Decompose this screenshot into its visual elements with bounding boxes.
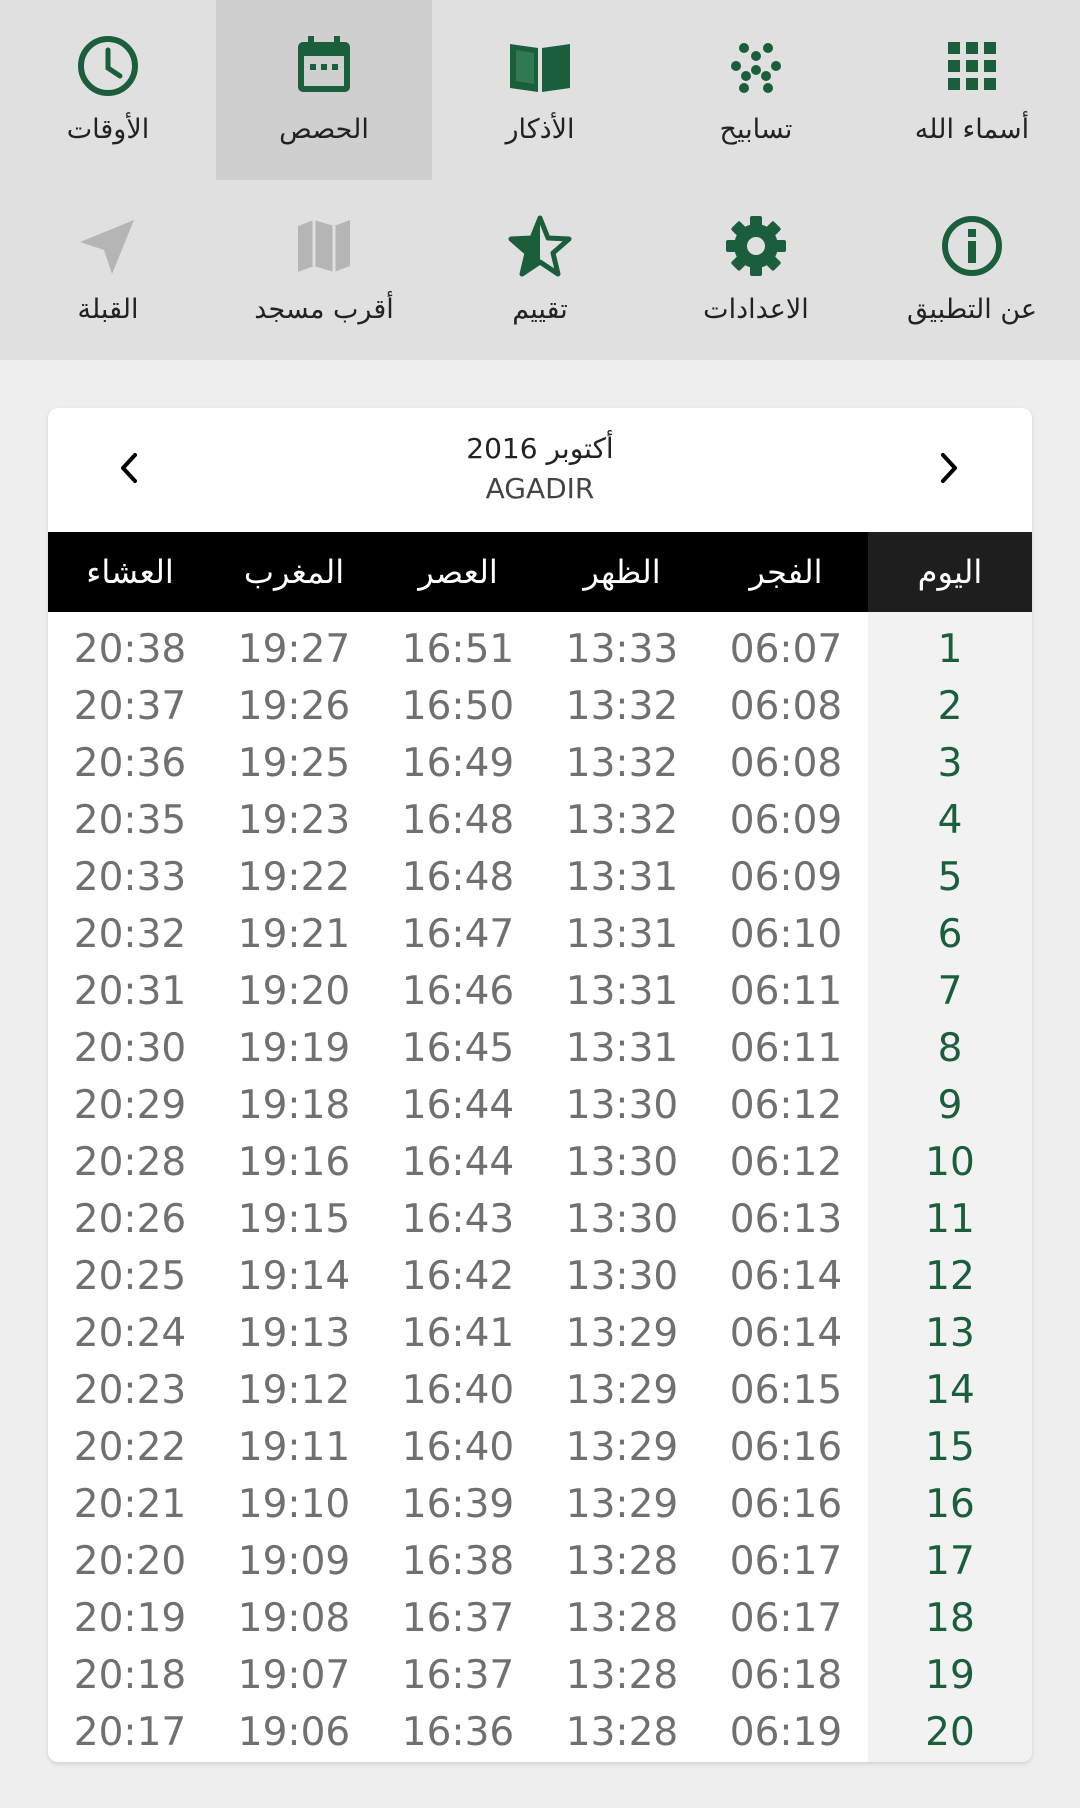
isha-time: 20:24 xyxy=(73,1311,187,1356)
isha-time: 20:19 xyxy=(73,1596,187,1641)
column-header-fajr: الفجر xyxy=(749,553,823,591)
maghrib-time: 19:18 xyxy=(237,1083,351,1128)
menu-label: عن التطبيق xyxy=(906,294,1038,325)
asr-time: 16:37 xyxy=(401,1596,515,1641)
day-cell: 4 xyxy=(937,798,963,843)
menu-item-tasbih[interactable] xyxy=(648,0,864,180)
maghrib-time: 19:13 xyxy=(237,1311,351,1356)
dhuhr-time: 13:28 xyxy=(565,1710,679,1755)
table-row xyxy=(48,849,1032,906)
menu-label: تقييم xyxy=(512,294,568,325)
dhuhr-time: 13:29 xyxy=(565,1368,679,1413)
asr-time: 16:45 xyxy=(401,1026,515,1071)
day-cell: 10 xyxy=(925,1140,975,1185)
dhuhr-time: 13:28 xyxy=(565,1539,679,1584)
isha-time: 20:23 xyxy=(73,1368,187,1413)
isha-time: 20:30 xyxy=(73,1026,187,1071)
dhuhr-time: 13:31 xyxy=(565,855,679,900)
gear-icon xyxy=(716,206,796,286)
maghrib-time: 19:07 xyxy=(237,1653,351,1698)
maghrib-time: 19:20 xyxy=(237,969,351,1014)
day-cell: 5 xyxy=(937,855,963,900)
fajr-time: 06:15 xyxy=(729,1368,843,1413)
menu-label: الأوقات xyxy=(66,114,150,145)
asr-time: 16:40 xyxy=(401,1425,515,1470)
fajr-time: 06:16 xyxy=(729,1482,843,1527)
city-name: AGADIR xyxy=(485,472,595,505)
isha-time: 20:22 xyxy=(73,1425,187,1470)
day-cell: 16 xyxy=(925,1482,975,1527)
menu-item-nearest-mosque[interactable] xyxy=(216,180,432,360)
day-cell: 19 xyxy=(925,1653,975,1698)
isha-time: 20:31 xyxy=(73,969,187,1014)
day-cell: 11 xyxy=(925,1197,975,1242)
day-cell: 15 xyxy=(925,1425,975,1470)
fajr-time: 06:17 xyxy=(729,1596,843,1641)
maghrib-time: 19:06 xyxy=(237,1710,351,1755)
menu-item-names-of-allah[interactable] xyxy=(864,0,1080,180)
menu-label: أسماء الله xyxy=(914,114,1030,145)
maghrib-time: 19:08 xyxy=(237,1596,351,1641)
asr-time: 16:43 xyxy=(401,1197,515,1242)
maghrib-time: 19:22 xyxy=(237,855,351,900)
dhuhr-time: 13:32 xyxy=(565,684,679,729)
asr-time: 16:49 xyxy=(401,741,515,786)
asr-time: 16:36 xyxy=(401,1710,515,1755)
info-icon xyxy=(932,206,1012,286)
table-row xyxy=(48,1419,1032,1476)
dhuhr-time: 13:28 xyxy=(565,1653,679,1698)
menu-item-adhkar[interactable] xyxy=(432,0,648,180)
menu-item-settings[interactable] xyxy=(648,180,864,360)
maghrib-time: 19:11 xyxy=(237,1425,351,1470)
dhuhr-time: 13:31 xyxy=(565,1026,679,1071)
maghrib-time: 19:23 xyxy=(237,798,351,843)
column-header-maghrib: المغرب xyxy=(243,553,345,591)
asr-time: 16:44 xyxy=(401,1083,515,1128)
navigation-arrow-icon xyxy=(68,206,148,286)
menu-item-qibla[interactable] xyxy=(0,180,216,360)
fajr-time: 06:08 xyxy=(729,741,843,786)
clock-icon xyxy=(68,26,148,106)
isha-time: 20:18 xyxy=(73,1653,187,1698)
table-row xyxy=(48,1647,1032,1704)
isha-time: 20:17 xyxy=(73,1710,187,1755)
maghrib-time: 19:14 xyxy=(237,1254,351,1299)
isha-time: 20:20 xyxy=(73,1539,187,1584)
fajr-time: 06:19 xyxy=(729,1710,843,1755)
day-cell: 9 xyxy=(937,1083,963,1128)
day-cell: 1 xyxy=(937,627,963,672)
fajr-time: 06:17 xyxy=(729,1539,843,1584)
asr-time: 16:44 xyxy=(401,1140,515,1185)
schedule-card xyxy=(48,408,1032,1762)
fajr-time: 06:09 xyxy=(729,855,843,900)
table-row xyxy=(48,1305,1032,1362)
fajr-time: 06:12 xyxy=(729,1140,843,1185)
asr-time: 16:46 xyxy=(401,969,515,1014)
fajr-time: 06:12 xyxy=(729,1083,843,1128)
fajr-time: 06:14 xyxy=(729,1311,843,1356)
table-row xyxy=(48,792,1032,849)
table-row xyxy=(48,1704,1032,1761)
day-cell: 13 xyxy=(925,1311,975,1356)
day-cell: 2 xyxy=(937,684,963,729)
asr-time: 16:41 xyxy=(401,1311,515,1356)
table-row xyxy=(48,1191,1032,1248)
table-row xyxy=(48,678,1032,735)
maghrib-time: 19:15 xyxy=(237,1197,351,1242)
isha-time: 20:33 xyxy=(73,855,187,900)
fajr-time: 06:16 xyxy=(729,1425,843,1470)
book-icon xyxy=(500,26,580,106)
dhuhr-time: 13:30 xyxy=(565,1197,679,1242)
next-month-button[interactable] xyxy=(918,438,978,498)
maghrib-time: 19:16 xyxy=(237,1140,351,1185)
asr-time: 16:37 xyxy=(401,1653,515,1698)
isha-time: 20:28 xyxy=(73,1140,187,1185)
table-row xyxy=(48,1590,1032,1647)
menu-item-prayer-times[interactable] xyxy=(0,0,216,180)
asr-time: 16:42 xyxy=(401,1254,515,1299)
isha-time: 20:26 xyxy=(73,1197,187,1242)
maghrib-time: 19:12 xyxy=(237,1368,351,1413)
menu-label: الحصص xyxy=(279,114,369,145)
day-cell: 14 xyxy=(925,1368,975,1413)
menu-label: الأذكار xyxy=(505,114,575,145)
asr-time: 16:39 xyxy=(401,1482,515,1527)
beads-icon xyxy=(716,26,796,106)
fajr-time: 06:07 xyxy=(729,627,843,672)
dhuhr-time: 13:29 xyxy=(565,1425,679,1470)
table-row xyxy=(48,735,1032,792)
chevron-right-icon xyxy=(930,450,966,486)
fajr-time: 06:08 xyxy=(729,684,843,729)
star-icon xyxy=(500,206,580,286)
dhuhr-time: 13:30 xyxy=(565,1254,679,1299)
day-cell: 6 xyxy=(937,912,963,957)
asr-time: 16:48 xyxy=(401,798,515,843)
asr-time: 16:40 xyxy=(401,1368,515,1413)
maghrib-time: 19:19 xyxy=(237,1026,351,1071)
table-header xyxy=(48,532,1032,612)
fajr-time: 06:18 xyxy=(729,1653,843,1698)
table-row xyxy=(48,1248,1032,1305)
dhuhr-time: 13:28 xyxy=(565,1596,679,1641)
maghrib-time: 19:10 xyxy=(237,1482,351,1527)
day-cell: 18 xyxy=(925,1596,975,1641)
dhuhr-time: 13:30 xyxy=(565,1140,679,1185)
isha-time: 20:37 xyxy=(73,684,187,729)
menu-label: تسابيح xyxy=(719,114,793,145)
menu-label: أقرب مسجد xyxy=(254,294,394,325)
dhuhr-time: 13:32 xyxy=(565,741,679,786)
day-cell: 12 xyxy=(925,1254,975,1299)
maghrib-time: 19:25 xyxy=(237,741,351,786)
dhuhr-time: 13:31 xyxy=(565,969,679,1014)
schedule-header xyxy=(48,408,1032,532)
dhuhr-time: 13:32 xyxy=(565,798,679,843)
asr-time: 16:48 xyxy=(401,855,515,900)
isha-time: 20:21 xyxy=(73,1482,187,1527)
day-cell: 17 xyxy=(925,1539,975,1584)
maghrib-time: 19:27 xyxy=(237,627,351,672)
maghrib-time: 19:09 xyxy=(237,1539,351,1584)
fajr-time: 06:09 xyxy=(729,798,843,843)
dhuhr-time: 13:31 xyxy=(565,912,679,957)
maghrib-time: 19:26 xyxy=(237,684,351,729)
isha-time: 20:36 xyxy=(73,741,187,786)
asr-time: 16:51 xyxy=(401,627,515,672)
dhuhr-time: 13:30 xyxy=(565,1083,679,1128)
asr-time: 16:47 xyxy=(401,912,515,957)
day-cell: 7 xyxy=(937,969,963,1014)
menu-item-about-app[interactable] xyxy=(864,180,1080,360)
menu-label: القبلة xyxy=(77,294,139,325)
fajr-time: 06:10 xyxy=(729,912,843,957)
menu-item-prayer-schedule[interactable] xyxy=(216,0,432,180)
column-header-isha: العشاء xyxy=(86,553,174,591)
fajr-time: 06:11 xyxy=(729,969,843,1014)
isha-time: 20:32 xyxy=(73,912,187,957)
day-cell: 3 xyxy=(937,741,963,786)
table-row xyxy=(48,1533,1032,1590)
asr-time: 16:38 xyxy=(401,1539,515,1584)
table-row xyxy=(48,621,1032,678)
isha-time: 20:35 xyxy=(73,798,187,843)
fajr-time: 06:13 xyxy=(729,1197,843,1242)
table-row xyxy=(48,1077,1032,1134)
calendar-icon xyxy=(284,26,364,106)
map-icon xyxy=(284,206,364,286)
isha-time: 20:25 xyxy=(73,1254,187,1299)
dhuhr-time: 13:29 xyxy=(565,1482,679,1527)
top-menu xyxy=(0,0,1080,360)
isha-time: 20:29 xyxy=(73,1083,187,1128)
day-cell: 20 xyxy=(925,1710,975,1755)
menu-label: الاعدادات xyxy=(703,294,809,325)
month-title: أكتوبر 2016 xyxy=(466,432,614,465)
table-row xyxy=(48,1020,1032,1077)
dhuhr-time: 13:29 xyxy=(565,1311,679,1356)
column-header-day: اليوم xyxy=(868,532,1032,612)
table-row xyxy=(48,1362,1032,1419)
fajr-time: 06:14 xyxy=(729,1254,843,1299)
column-header-dhuhr: الظهر xyxy=(583,553,661,591)
dhuhr-time: 13:33 xyxy=(565,627,679,672)
menu-item-rating[interactable] xyxy=(432,180,648,360)
asr-time: 16:50 xyxy=(401,684,515,729)
table-row xyxy=(48,906,1032,963)
maghrib-time: 19:21 xyxy=(237,912,351,957)
fajr-time: 06:11 xyxy=(729,1026,843,1071)
isha-time: 20:38 xyxy=(73,627,187,672)
table-row xyxy=(48,1134,1032,1191)
table-row xyxy=(48,963,1032,1020)
table-row xyxy=(48,1476,1032,1533)
column-header-asr: العصر xyxy=(418,553,498,591)
grid-icon xyxy=(932,26,1012,106)
day-cell: 8 xyxy=(937,1026,963,1071)
